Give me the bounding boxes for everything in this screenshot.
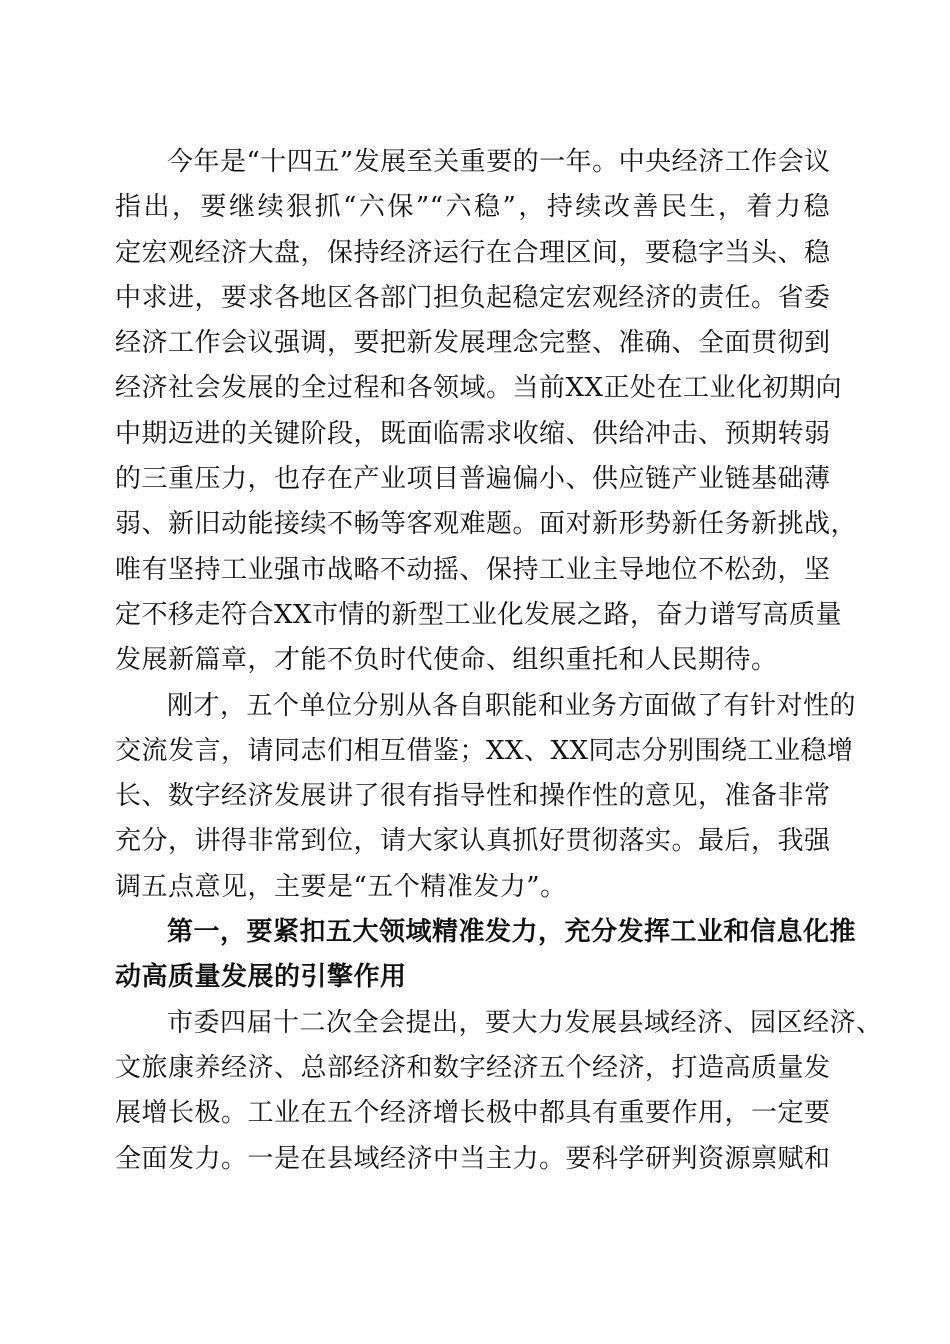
- paragraph-remarks: [115, 684, 857, 910]
- text-line: 充分，讲得非常到位，请大家认真抓好贯彻落实。最后，我强: [115, 826, 831, 857]
- paragraph-section-body: [115, 1001, 883, 1182]
- text-line: 定宏观经济大盘，保持经济运行在合理区间，要稳字当头、稳: [115, 237, 831, 268]
- section-heading: [115, 910, 857, 1001]
- text-line: 今年是“十四五”发展至关重要的一年。中央经济工作会议: [167, 147, 831, 177]
- heading-line: 动高质量发展的引擎作用: [115, 962, 407, 993]
- text-line: 中期迈进的关键阶段，既面临需求收缩、供给冲击、预期转弱: [115, 418, 831, 449]
- text-line: 经济工作会议强调，要把新发展理念完整、准确、全面贯彻到: [115, 328, 831, 359]
- text-line: 中求进，要求各地区各部门担负起稳定宏观经济的责任。省委: [115, 282, 831, 313]
- text-line: 指出，要继续狠抓“六保”“六稳”，持续改善民生，着力稳: [115, 192, 830, 223]
- text-line: 市委四届十二次全会提出，要大力发展县域经济、园区经济、: [167, 1007, 883, 1038]
- paragraph-intro: [115, 140, 858, 684]
- text-line: 文旅康养经济、总部经济和数字经济五个经济，打造高质量发: [115, 1052, 831, 1083]
- text-line: 经济社会发展的全过程和各领域。当前XX正处在工业化初期向: [115, 373, 843, 404]
- text-line: 长、数字经济发展讲了很有指导性和操作性的意见，准备非常: [115, 781, 831, 812]
- text-line: 定不移走符合XX市情的新型工业化发展之路，奋力谱写高质量: [115, 599, 843, 630]
- text-line: 唯有坚持工业强市战略不动摇、保持工业主导地位不松劲，坚: [115, 554, 831, 585]
- text-line: 的三重压力，也存在产业项目普遍偏小、供应链产业链基础薄: [115, 464, 831, 495]
- document-body: [115, 140, 883, 1182]
- text-line: 刚才，五个单位分别从各自职能和业务方面做了有针对性的: [167, 690, 857, 721]
- heading-line: 第一，要紧扣五大领域精准发力，充分发挥工业和信息化推: [167, 917, 857, 948]
- text-line: 调五点意见，主要是“五个精准发力”。: [115, 871, 567, 902]
- text-line: 展增长极。工业在五个经济增长极中都具有重要作用，一定要: [115, 1098, 831, 1129]
- text-line: 发展新篇章，才能不负时代使命、组织重托和人民期待。: [115, 645, 778, 676]
- text-line: 交流发言，请同志们相互借鉴；XX、XX同志分别围绕工业稳增: [115, 735, 854, 766]
- text-line: 弱、新旧动能接续不畅等客观难题。面对新形势新任务新挑战，: [115, 509, 858, 540]
- text-line: 全面发力。一是在县域经济中当主力。要科学研判资源禀赋和: [115, 1143, 831, 1174]
